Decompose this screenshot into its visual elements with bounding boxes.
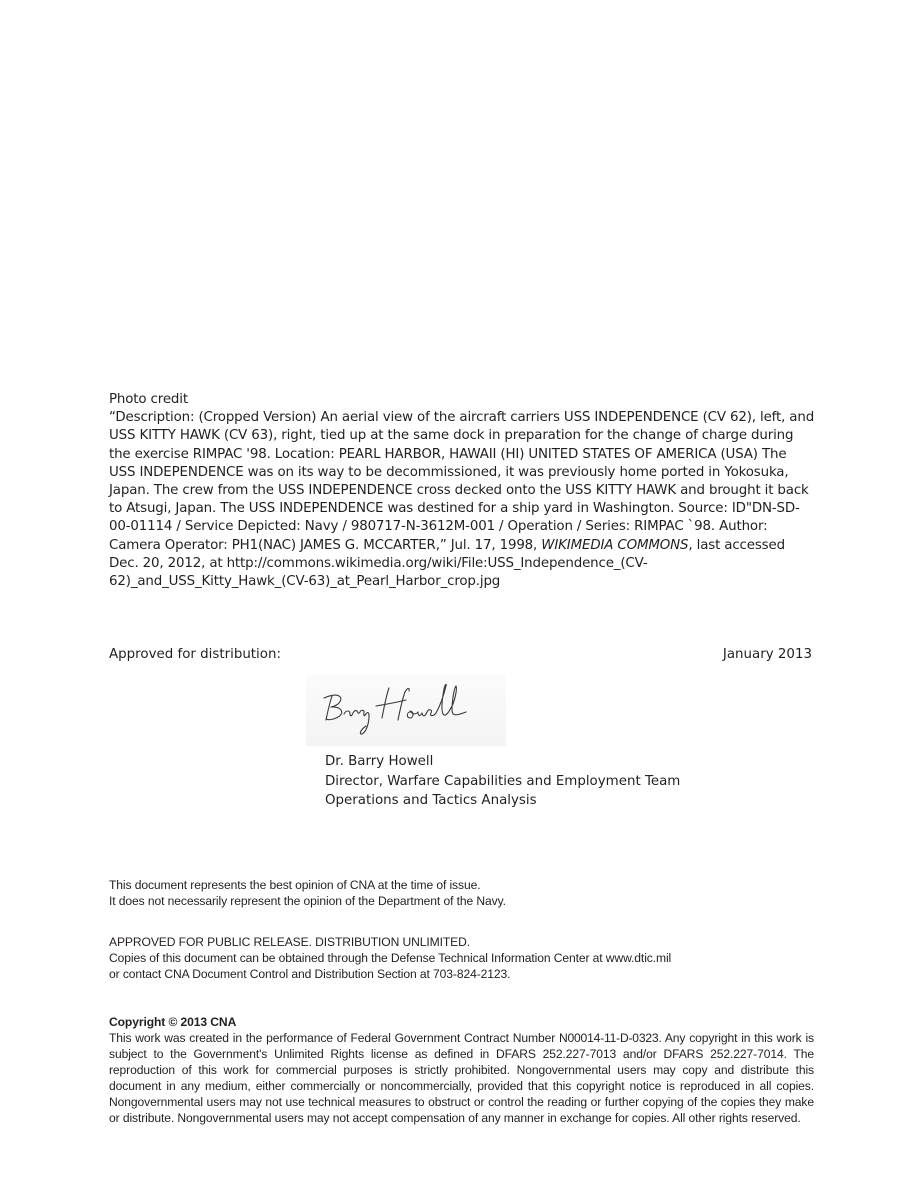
- approval-row: [109, 646, 812, 664]
- photo-credit-source-name: WIKIMEDIA COMMONS: [541, 537, 689, 553]
- release-line-3: or contact CNA Document Control and Distribution Section at 703-824-2123.: [109, 967, 511, 981]
- opinion-disclaimer: [109, 877, 809, 909]
- release-line-2: Copies of this document can be obtained through the Defense Technical Information Center at www.dtic.mil: [109, 951, 672, 965]
- photo-credit-description: [109, 409, 815, 591]
- signature-image: [306, 674, 506, 746]
- photo-credit-section: [109, 391, 815, 591]
- photo-credit-text-part1: “Description: (Cropped Version) An aerial view of the aircraft carriers USS INDEPENDENCE (CV 62), left, and USS KITTY HAWK (CV 63), right, tied up at the same dock in preparation for the change of charge during the exercise RIMPAC '98. Location: PEARL HARBOR, HAWAII (HI) UNITED STATES OF AMERICA (USA) The USS INDEPENDENCE was on its way to be decommissioned, it was previously home ported in Yokosuka, Japan. The crew from the USS INDEPENDENCE cross decked onto the USS KITTY HAWK and brought it back to Atsugi, Japan. The USS INDEPENDENCE was destined for a ship yard in Washington. Source: ID"DN-SD-00-01114 / Service Depicted: Navy / 980717-N-3612M-001 / Operation / Series: RIMPAC `98. Author: Camera Operator: PH1(NAC) JAMES G. MCCARTER,” Jul. 17, 1998,: [109, 410, 815, 553]
- opinion-line-2: It does not necessarily represent the opinion of the Department of the Navy.: [109, 894, 506, 908]
- copyright-text-part2: . Any copyright in this work is subject to the Government's Unlimited Rights license as defined in DFARS 252.227-7013 and/or DFARS 252.227-7014. The reproduction of this work for commercial purposes is strictly prohibited. Nongovernmental users may copy and distribute this document in any medium, either commercially or noncommercially, provided that this copyright notice is reproduced in all copies. Nongovernmental users may not use technical measures to obstruct or control the reading or further copying of the copies they make or distribute. Nongovernmental users may not accept compensation of any manner in exchange for copies. All other rights reserved.: [109, 1031, 814, 1125]
- copyright-body: [109, 1030, 814, 1126]
- signer-unit: Operations and Tactics Analysis: [325, 793, 537, 808]
- approval-date: January 2013: [722, 647, 812, 662]
- signer-title: Director, Warfare Capabilities and Employment Team: [325, 773, 681, 789]
- copyright-heading: Copyright © 2013 CNA: [109, 1015, 237, 1029]
- contract-number: N00014-11-D-0323: [558, 1031, 659, 1045]
- copyright-section: [109, 1014, 814, 1126]
- photo-credit-text-part2: , last accessed Dec. 20, 2012, at http://commons.wikimedia.org/wiki/File:USS_Independence_(CV-62)_and_USS_Kitty_Hawk_(CV-63)_at_Pearl_Harbor_crop.jpg: [109, 537, 785, 590]
- signature-drawing: [306, 674, 506, 746]
- signer-name: Dr. Barry Howell: [325, 754, 434, 769]
- copyright-text-part1: This work was created in the performance of Federal Government Contract Number: [109, 1031, 559, 1045]
- signer-block: [325, 752, 805, 811]
- release-statement: [109, 934, 809, 982]
- approval-label: Approved for distribution:: [109, 647, 281, 662]
- opinion-line-1: This document represents the best opinion of CNA at the time of issue.: [109, 878, 481, 892]
- release-line-1: APPROVED FOR PUBLIC RELEASE. DISTRIBUTION UNLIMITED.: [109, 935, 471, 949]
- photo-credit-heading: Photo credit: [109, 392, 188, 407]
